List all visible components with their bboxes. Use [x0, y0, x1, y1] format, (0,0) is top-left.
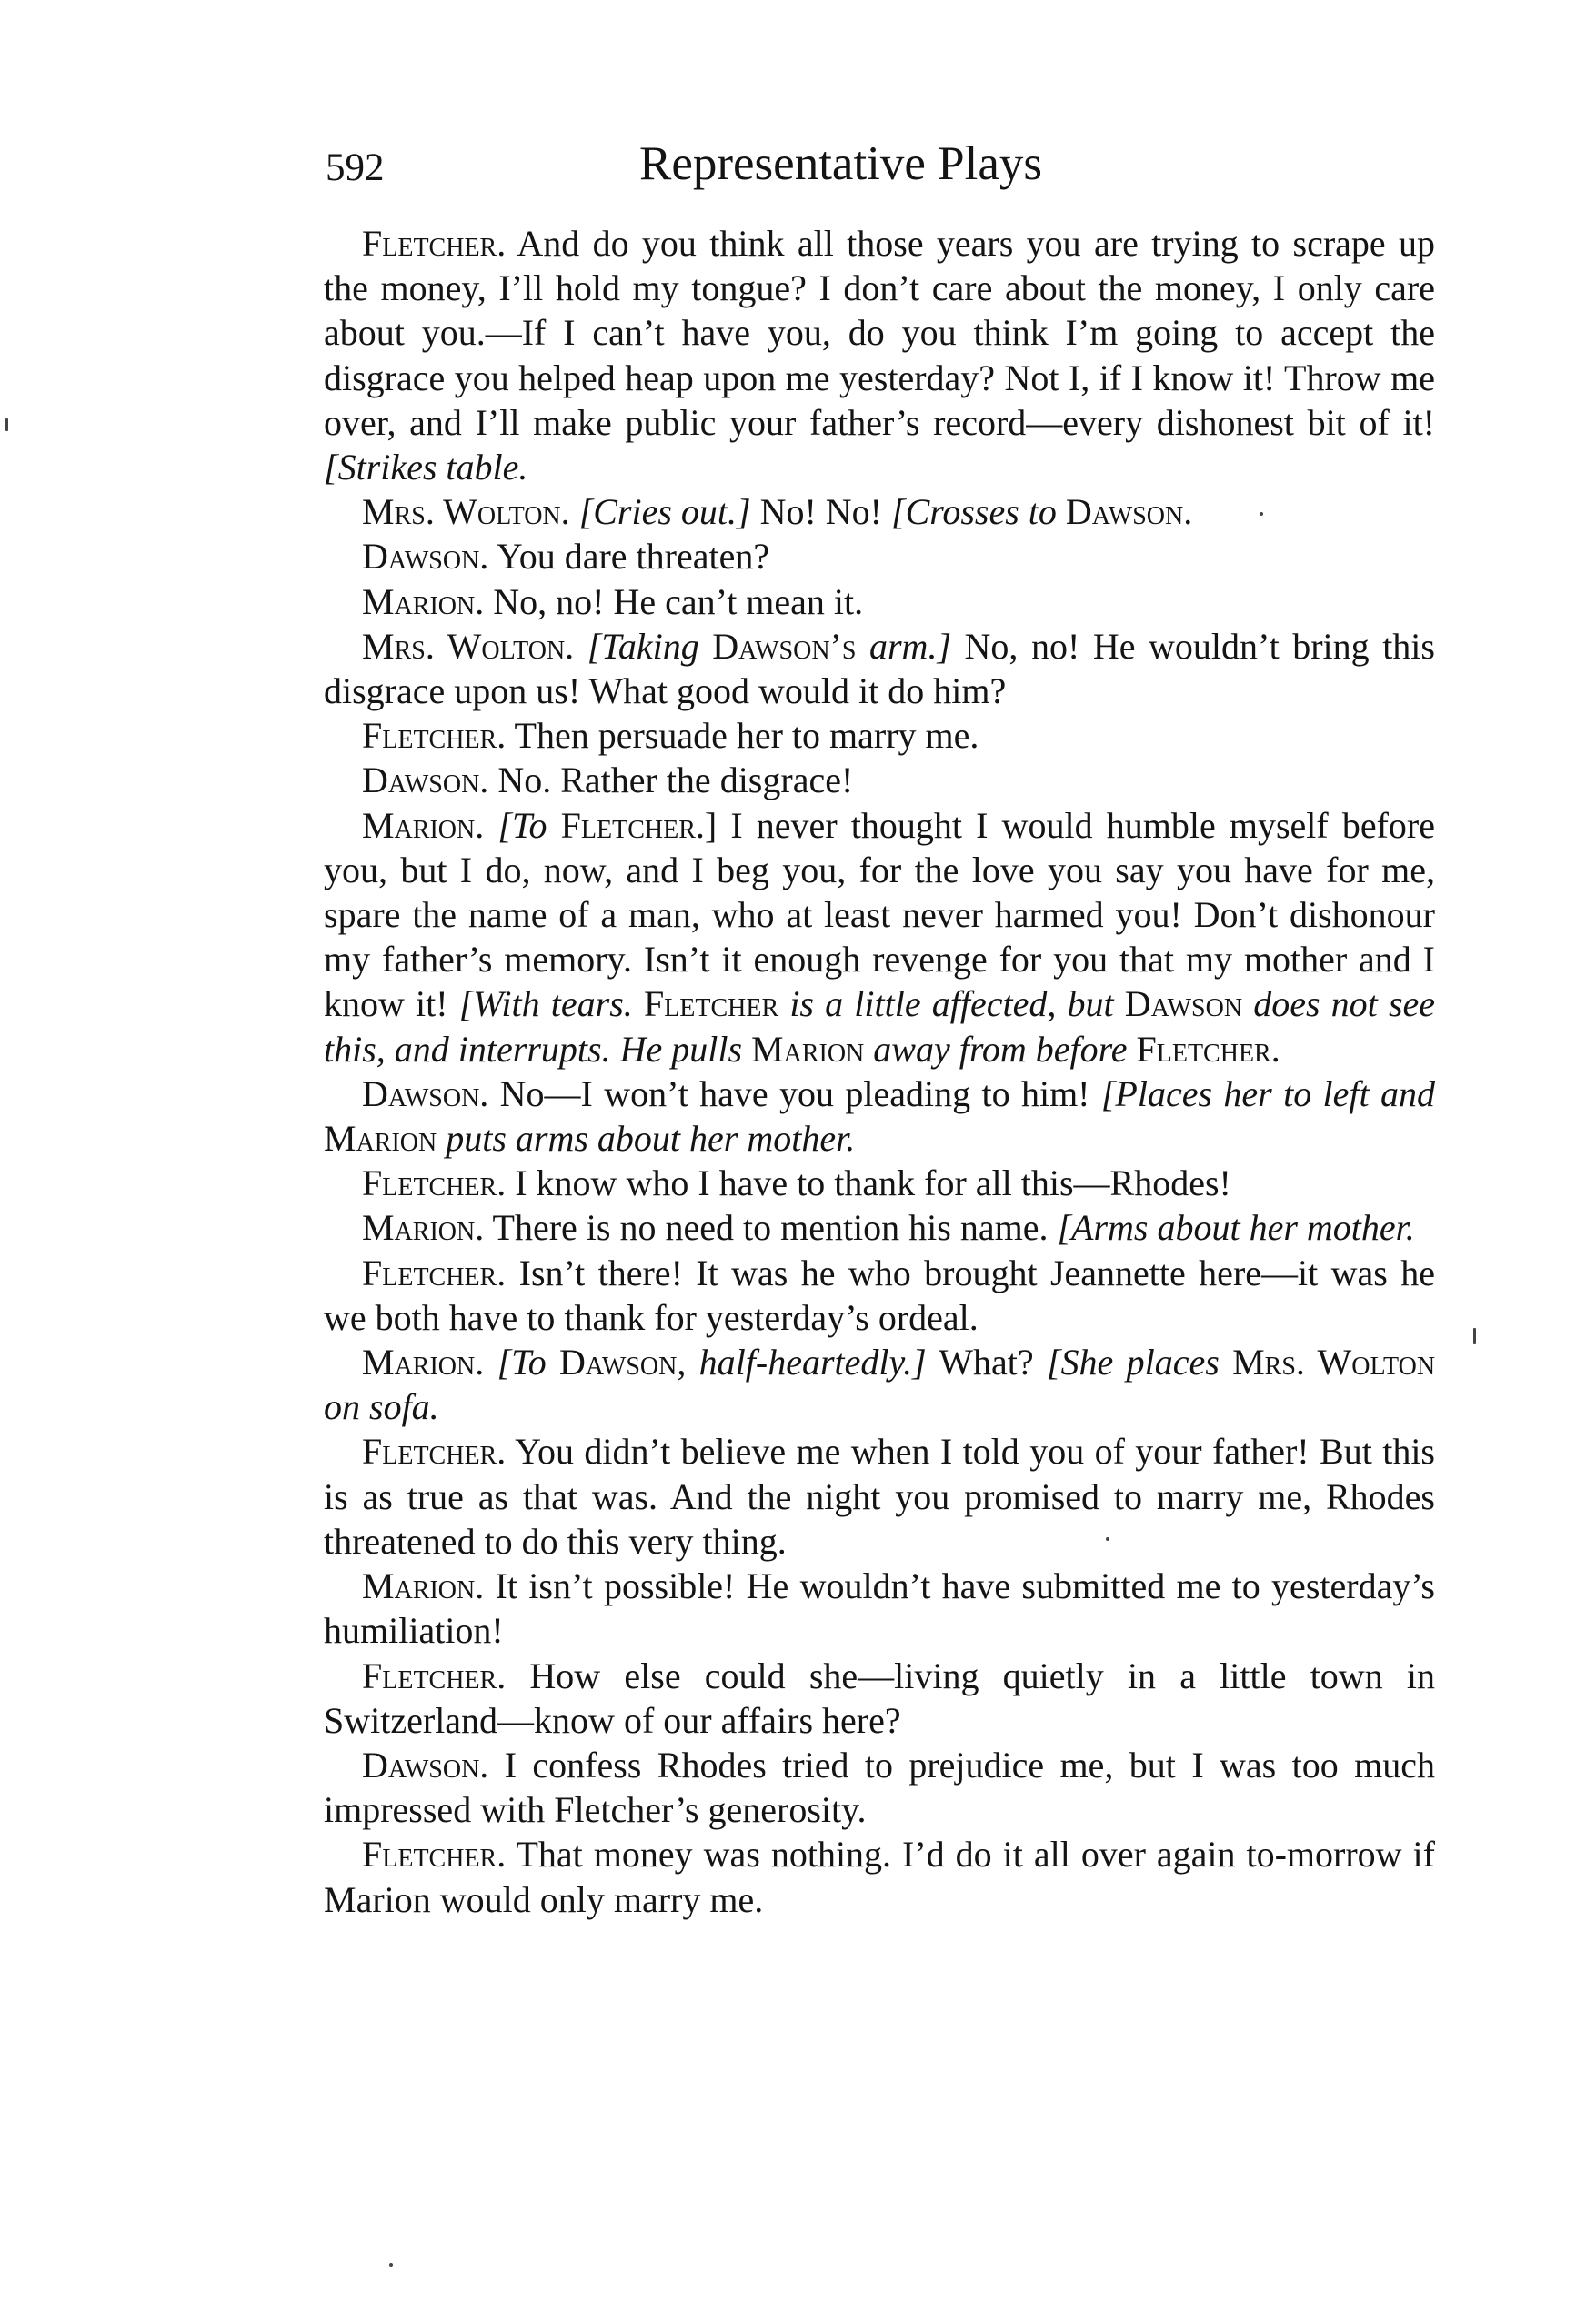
speaker-name: Dawson,	[559, 1342, 687, 1383]
speaker-name: Mrs. Wolton.	[362, 625, 575, 667]
dialogue-text	[574, 626, 587, 667]
dialogue-paragraph	[324, 489, 1435, 534]
stage-direction: is a little affected, but	[778, 983, 1125, 1025]
scan-speck	[1473, 1328, 1476, 1344]
dialogue-paragraph	[324, 1071, 1435, 1161]
scan-speck	[389, 2263, 393, 2267]
dialogue-text: What?	[926, 1342, 1047, 1383]
dialogue-text: That money was nothing. I’d do it all over again to-morrow if Marion would only marry me.	[324, 1834, 1435, 1920]
speaker-name: Fletcher	[643, 983, 779, 1025]
stage-direction: [Cries out.]	[578, 491, 751, 533]
dialogue-paragraph	[324, 221, 1435, 489]
dialogue-text: No! No!	[750, 491, 891, 533]
dialogue-paragraph	[324, 534, 1435, 578]
speaker-name: Fletcher.	[362, 1431, 507, 1473]
stage-direction: on sofa.	[324, 1386, 439, 1428]
dialogue-text	[570, 491, 579, 532]
stage-direction: puts arms about her mother.	[437, 1118, 856, 1160]
speaker-name: Fletcher.	[362, 1834, 507, 1876]
dialogue-text: You dare threaten?	[488, 536, 770, 578]
speaker-name: Dawson.	[362, 1744, 489, 1786]
dialogue-paragraph	[324, 1205, 1435, 1250]
dialogue-text	[686, 1342, 698, 1383]
dialogue-text: No, no! He can’t mean it.	[484, 580, 864, 622]
stage-direction: arm.]	[868, 625, 952, 667]
dialogue-text	[856, 626, 869, 667]
speaker-name: Marion.	[362, 580, 485, 622]
speaker-name: Fletcher.	[362, 1252, 507, 1293]
speaker-name: Dawson.	[362, 536, 489, 578]
scan-speck	[1260, 512, 1263, 516]
speaker-name: Fletcher.	[362, 223, 507, 264]
speaker-name: Marion.	[362, 1342, 485, 1383]
running-title: Representative Plays	[639, 137, 1043, 190]
dialogue-text: No—I won’t have you pleading to him!	[488, 1072, 1101, 1114]
dialogue-text: I confess Rhodes tried to prejudice me, but I was too much impressed with Fletcher’s generosity.	[324, 1744, 1435, 1831]
dialogue-paragraph	[324, 579, 1435, 624]
stage-direction: [To	[497, 1342, 560, 1383]
stage-direction: [To	[497, 804, 561, 846]
speaker-name: Fletcher.	[362, 1655, 507, 1696]
stage-direction: [Arms about her mother.	[1057, 1207, 1415, 1249]
dialogue-paragraph	[324, 713, 1435, 758]
stage-direction: half-heartedly.]	[698, 1342, 927, 1383]
stage-direction: does not see this, and interrupts. He pulls	[324, 983, 1436, 1070]
dialogue-paragraph	[324, 1564, 1435, 1653]
speaker-name: Dawson’s	[712, 625, 857, 667]
dialogue-text: No, no! He wouldn’t bring this disgrace upon us! What good would it do him?	[324, 625, 1435, 712]
scan-speck	[5, 418, 8, 431]
speaker-name: Dawson.	[362, 760, 489, 801]
speaker-name: Fletcher.	[362, 1162, 507, 1204]
speaker-name: Marion	[751, 1028, 865, 1070]
dialogue-paragraph	[324, 1429, 1435, 1564]
stage-direction: [Crosses to	[891, 491, 1066, 533]
scan-speck	[1106, 1537, 1109, 1541]
speaker-name: Fletcher.	[362, 715, 507, 757]
dialogue-text: It isn’t possible! He wouldn’t have submitted me to yesterday’s humiliation!	[324, 1565, 1435, 1652]
stage-direction: [Strikes table.	[324, 447, 528, 488]
dialogue-paragraph	[324, 1832, 1435, 1921]
dialogue-text: No. Rather the disgrace!	[488, 760, 854, 801]
page-header	[326, 136, 1435, 200]
speaker-name: Marion	[324, 1118, 437, 1160]
stage-direction: [Taking	[587, 625, 713, 667]
stage-direction: [Places her to left and	[1100, 1072, 1435, 1114]
dialogue-text: ] I never thought I would humble myself before you, but I do, now, and I beg you, for the love you say you have for me, spare the name of a man, who at least never harmed you! Don’t dishonour my father’s memory. Isn’t it enough revenge for you that my mother and I know it!	[324, 804, 1436, 1025]
dialogue-text: Then persuade her to marry me.	[506, 715, 979, 757]
dialogue-paragraph	[324, 1654, 1435, 1743]
dialogue-paragraph	[324, 1161, 1435, 1205]
page-number: 592	[326, 146, 385, 189]
speaker-name: Marion.	[362, 1207, 485, 1249]
dialogue-text: I know who I have to thank for all this—Rhodes!	[506, 1162, 1231, 1204]
speaker-name: Mrs. Wolton.	[362, 491, 570, 533]
speaker-name: Mrs. Wolton	[1232, 1342, 1436, 1383]
stage-direction: [She places	[1046, 1342, 1233, 1383]
play-text	[324, 221, 1435, 1922]
speaker-name: Marion.	[362, 804, 485, 846]
dialogue-paragraph	[324, 624, 1435, 713]
speaker-name: Fletcher.	[1136, 1028, 1280, 1070]
dialogue-text: There is no need to mention his name.	[484, 1207, 1058, 1249]
stage-direction: [With tears.	[458, 983, 644, 1025]
dialogue-text	[484, 1342, 497, 1383]
dialogue-paragraph	[324, 758, 1435, 802]
dialogue-text: You didn’t believe me when I told you of your father! But this is as true as that was. And the night you promised to marry me, Rhodes threatened to do this very thing.	[324, 1431, 1435, 1562]
speaker-name: Fletcher.	[560, 804, 705, 846]
speaker-name: Dawson.	[362, 1072, 489, 1114]
dialogue-paragraph	[324, 803, 1435, 1071]
dialogue-text: And do you think all those years you are trying to scrape up the money, I’ll hold my tongue? I don’t care about the money, I only care about you.—If I can’t have you, do you think I’m going to accept the disgrace you helped heap upon me yesterday? Not I, if I know it! Throw me over, and I’ll make public your father’s record—every dishonest bit of it!	[324, 223, 1435, 443]
dialogue-paragraph	[324, 1251, 1435, 1340]
speaker-name: Dawson.	[1065, 491, 1193, 533]
dialogue-text: How else could she—living quietly in a little town in Switzerland—know of our affairs here?	[324, 1655, 1435, 1741]
speaker-name: Marion.	[362, 1565, 485, 1607]
stage-direction: away from before	[864, 1028, 1137, 1070]
speaker-name: Dawson	[1124, 983, 1243, 1025]
dialogue-text: Isn’t there! It was he who brought Jeannette here—it was he we both have to thank for yesterday’s ordeal.	[324, 1252, 1435, 1338]
dialogue-paragraph	[324, 1743, 1435, 1832]
dialogue-text	[484, 805, 497, 846]
dialogue-paragraph	[324, 1340, 1435, 1429]
